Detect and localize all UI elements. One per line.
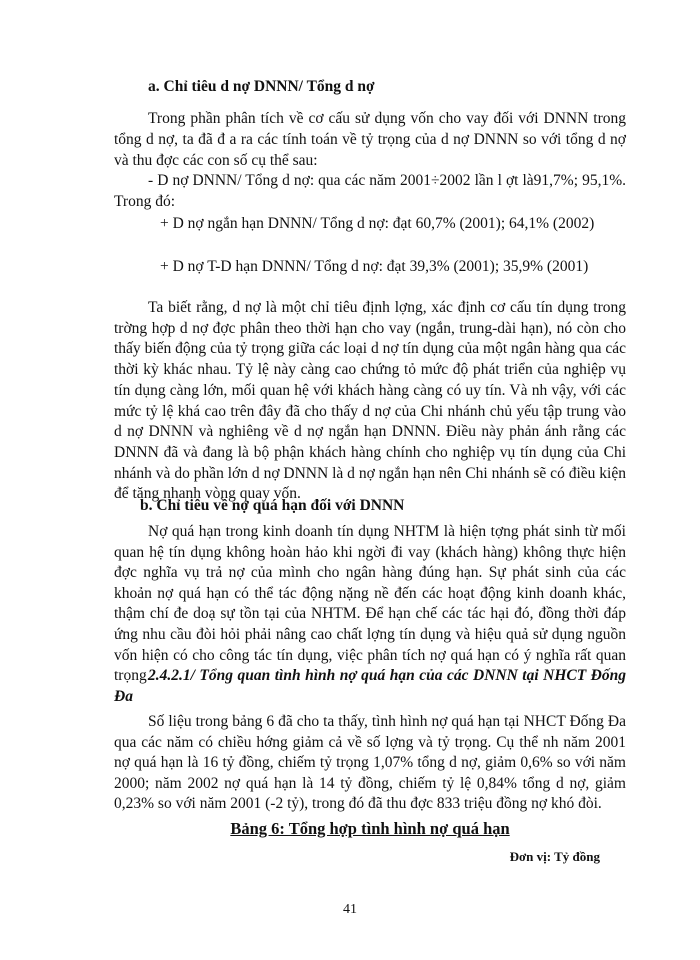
unit-label: Đơn vị: Tỷ đồng: [509, 849, 600, 864]
bullet-short-term: + D nợ ngắn hạn DNNN/ Tổng d nợ: đạt 60,7% (2001); 64,1% (2002): [160, 215, 595, 232]
section-b-heading: b. Chỉ tiêu về nợ quá hạn đối với DNNN: [140, 497, 405, 514]
section-2421-paragraph: Số liệu trong bảng 6 đã cho ta thấy, tình hình nợ quá hạn tại NHCT Đống Đa qua các năm có chiều hớng giảm cả về số lợng và tỷ trọng. Cụ thể nh năm 2001 nợ quá hạn là 16 tỷ đồng, chiếm tỷ trọng 1,07% tổng d nợ, giảm 0,6% so với năm 2000; năm 2002 nợ quá hạn là 14 tỷ đồng, chiếm tỷ lệ 0,84% tổng d nợ, giảm 0,23% so với năm 2001 (-2 tỷ), trong đó đã thu đợc 833 triệu đồng nợ khó đòi.: [114, 713, 626, 813]
section-2421-heading: 2.4.2.1/ Tổng quan tình hình nợ quá hạn của các DNNN tại NHCT Đống Đa: [114, 667, 626, 705]
bullet-total-dnnn: - D nợ DNNN/ Tổng d nợ: qua các năm 2001÷2002 lần l ợt là91,7%; 95,1%. Trong đó:: [114, 172, 626, 210]
section-a-paragraph-2: Ta biết rằng, d nợ là một chỉ tiêu định lợng, xác định cơ cấu tín dụng trong trờng hợp d nợ đợc phân theo thời hạn cho vay (ngắn, trung-dài hạn), nó còn cho thấy biến động của tỷ trọng giữa các loại d nợ tín dụng của một ngân hàng qua các thời kỳ khác nhau. Tỷ lệ này càng cao chứng tỏ mức độ phát triển của nghiệp vụ tín dụng càng lớn, mối quan hệ với khách hàng càng có uy tín. Và nh vậy, với các mức tỷ lệ khá cao trên đây đã cho thấy d nợ của Chi nhánh chủ yếu tập trung vào d nợ DNNN và nghiêng về d nợ ngắn hạn DNNN. Điều này phản ánh rằng các DNNN đã và đang là bộ phận khách hàng chính cho nghiệp vụ tín dụng của Chi nhánh và do phần lớn d nợ DNNN là d nợ ngắn hạn nên Chi nhánh sẽ có điều kiện để tăng nhanh vòng quay vốn.: [114, 299, 626, 503]
section-a-paragraph-1: Trong phần phân tích về cơ cấu sử dụng vốn cho vay đối với DNNN trong tổng d nợ, ta đã đ a ra các tính toán về tỷ trọng của d nợ DNNN so với tổng d nợ và thu đợc các con số cụ thể sau:: [114, 110, 626, 169]
page-number: 41: [343, 902, 357, 917]
bullet-medium-long-term: + D nợ T-D hạn DNNN/ Tổng d nợ: đạt 39,3% (2001); 35,9% (2001): [160, 258, 589, 275]
table-title: Bảng 6: Tổng hợp tình hình nợ quá hạn: [230, 819, 510, 838]
section-a-heading: a. Chỉ tiêu d nợ DNNN/ Tổng d nợ: [148, 78, 375, 95]
section-b-paragraph: Nợ quá hạn trong kinh doanh tín dụng NHTM là hiện tợng phát sinh từ mối quan hệ tín dụng không hoàn hảo khi ngời đi vay (khách hàng) không thực hiện đợc nghĩa vụ trả nợ của mình cho ngân hàng đúng hạn. Sự phát sinh của các khoản nợ quá hạn có thể tác động nặng nề đến các hoạt động kinh doanh khác, thậm chí đe doạ sự tồn tại của NHTM. Để hạn chế các tác hại đó, đồng thời đáp ứng nhu cầu đòi hỏi phải nâng cao chất lợng tín dụng và hiệu quả sử dụng nguồn vốn hiện có cho công tác tín dụng, việc phân tích nợ quá hạn có ý nghĩa rất quan trọng.: [114, 523, 626, 685]
